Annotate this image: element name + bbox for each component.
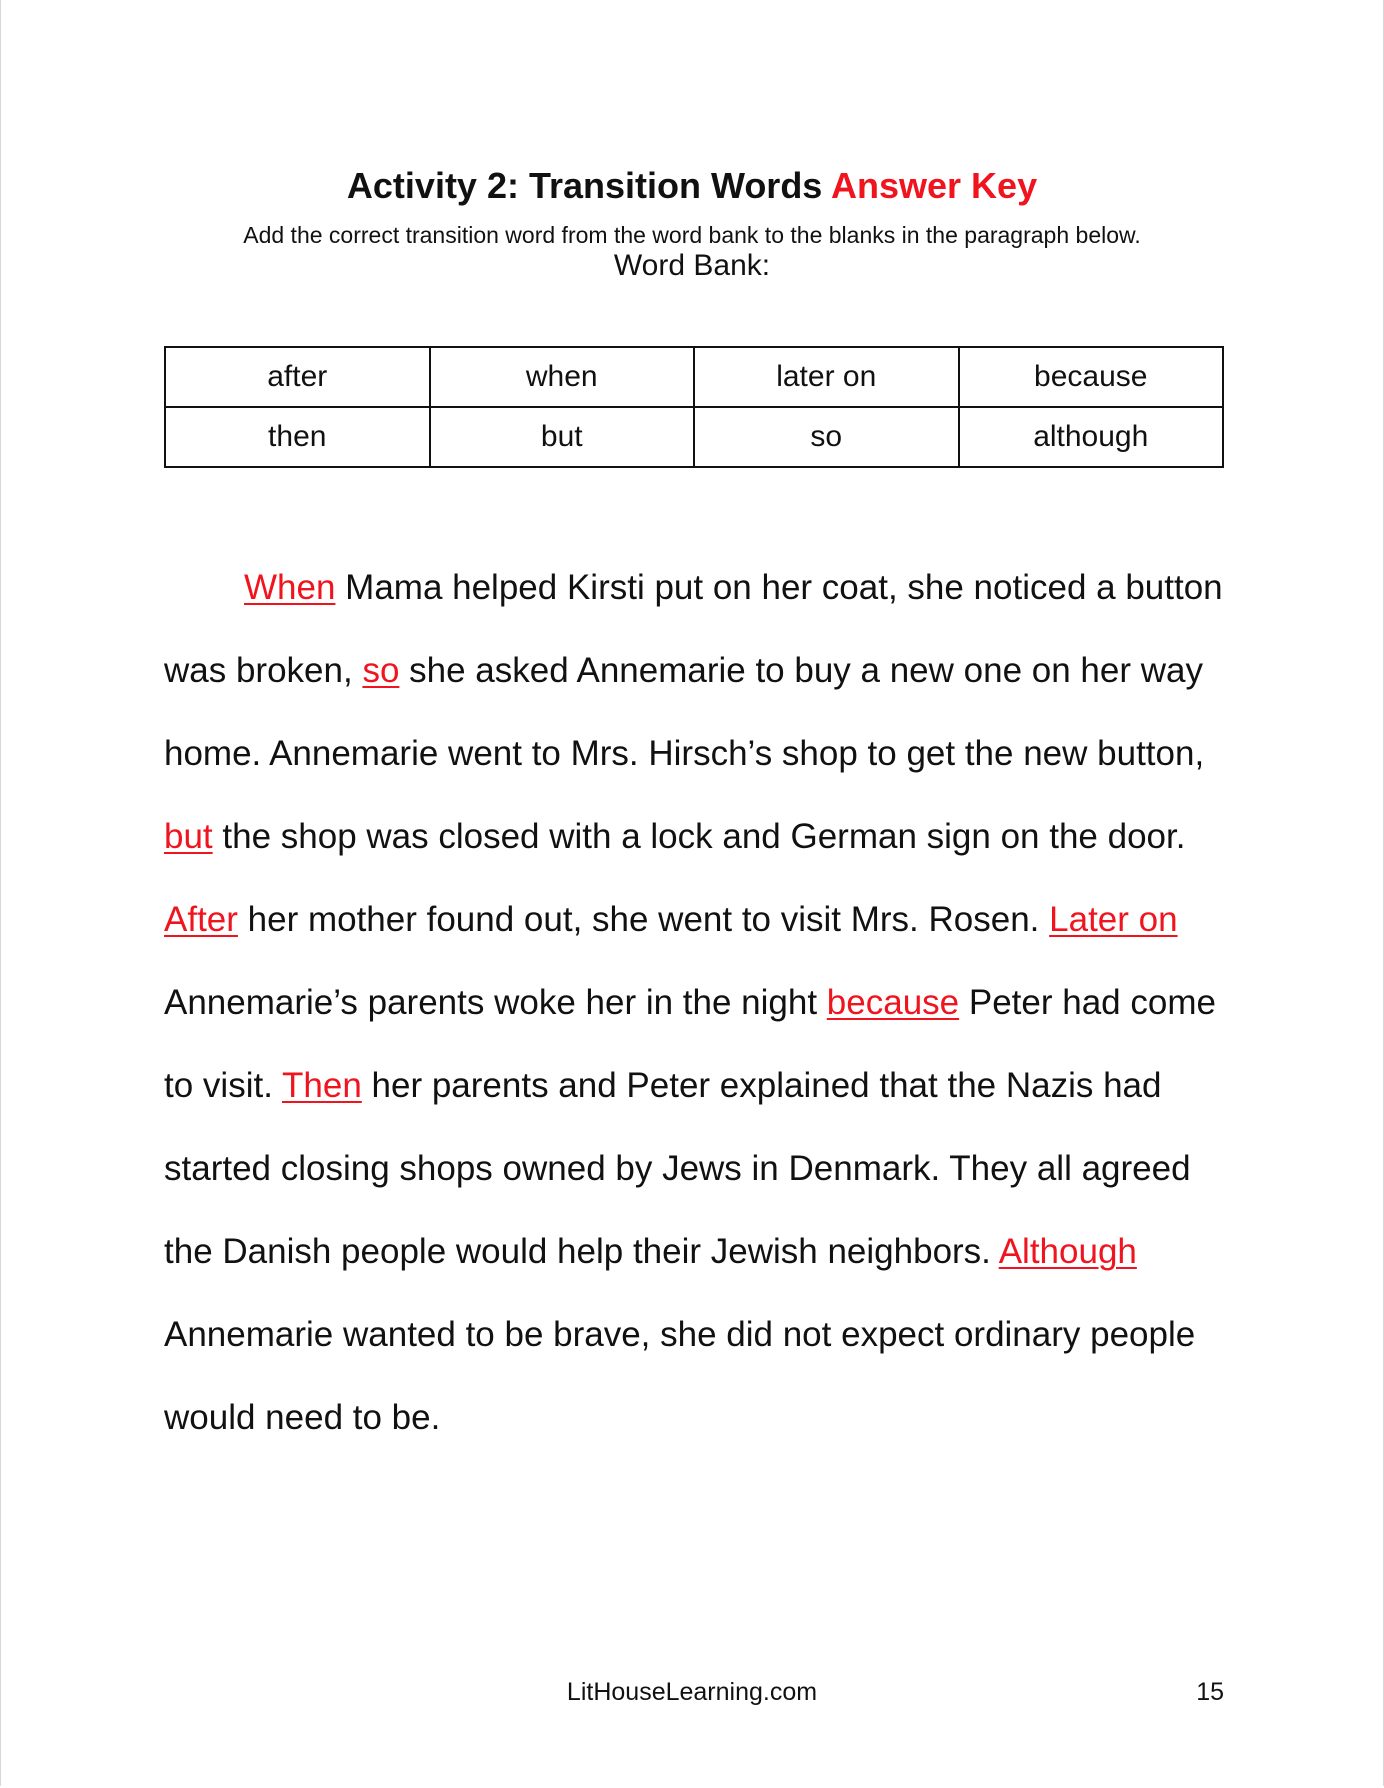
word-bank-cell: because (959, 347, 1224, 407)
word-bank-cell: after (165, 347, 430, 407)
word-bank-cell: so (694, 407, 959, 467)
answer-key-label: Answer Key (831, 165, 1038, 206)
word-bank-row (165, 347, 1223, 407)
answer-word: so (362, 651, 400, 690)
answer-word: because (826, 983, 960, 1022)
paragraph-segment: Peter had come to visit. (164, 983, 1216, 1105)
page-number: 15 (1196, 1678, 1224, 1706)
paragraph-segment: Annemarie wanted to be brave, she did not expect ordinary people would need to be. (164, 1315, 1196, 1437)
word-bank-label: Word Bank: (613, 249, 771, 282)
paragraph-segment: her mother found out, she went to visit Mrs. Rosen. (237, 900, 1050, 939)
paragraph-segment: she asked Annemarie to buy a new one on her way home. Annemarie went to Mrs. Hirsch’s shop to get the new button, (164, 651, 1205, 773)
page-title (0, 162, 1384, 210)
answer-word: but (164, 817, 213, 856)
paragraph-segment: Annemarie’s parents woke her in the night (164, 983, 827, 1022)
answer-word: After (164, 900, 238, 939)
paragraph-segment: the shop was closed with a lock and German sign on the door. (212, 817, 1186, 856)
title-text: Activity 2: Transition Words (346, 165, 823, 206)
story-paragraph (164, 546, 1224, 1459)
paragraph-segment: her parents and Peter explained that the Nazis had started closing shops owned by Jews in Denmark. They all agreed the Danish people would help their Jewish neighbors. (164, 1066, 1191, 1271)
word-bank-table (164, 346, 1224, 468)
word-bank-row (165, 407, 1223, 467)
word-bank-cell: but (430, 407, 695, 467)
paragraph-text (164, 546, 1224, 1459)
paragraph-segment: Mama helped Kirsti put on her coat, she noticed a button was broken, (164, 568, 1223, 690)
footer-website: LitHouseLearning.com (566, 1678, 818, 1706)
answer-word: Later on (1049, 900, 1178, 939)
answer-word: Then (282, 1066, 362, 1105)
word-bank-cell: later on (694, 347, 959, 407)
answer-word: When (244, 568, 336, 607)
word-bank-cell: when (430, 347, 695, 407)
word-bank-cell: although (959, 407, 1224, 467)
word-bank-cell: then (165, 407, 430, 467)
instructions: Add the correct transition word from the word bank to the blanks in the paragraph below. (243, 222, 1141, 248)
answer-word: Although (998, 1232, 1137, 1271)
